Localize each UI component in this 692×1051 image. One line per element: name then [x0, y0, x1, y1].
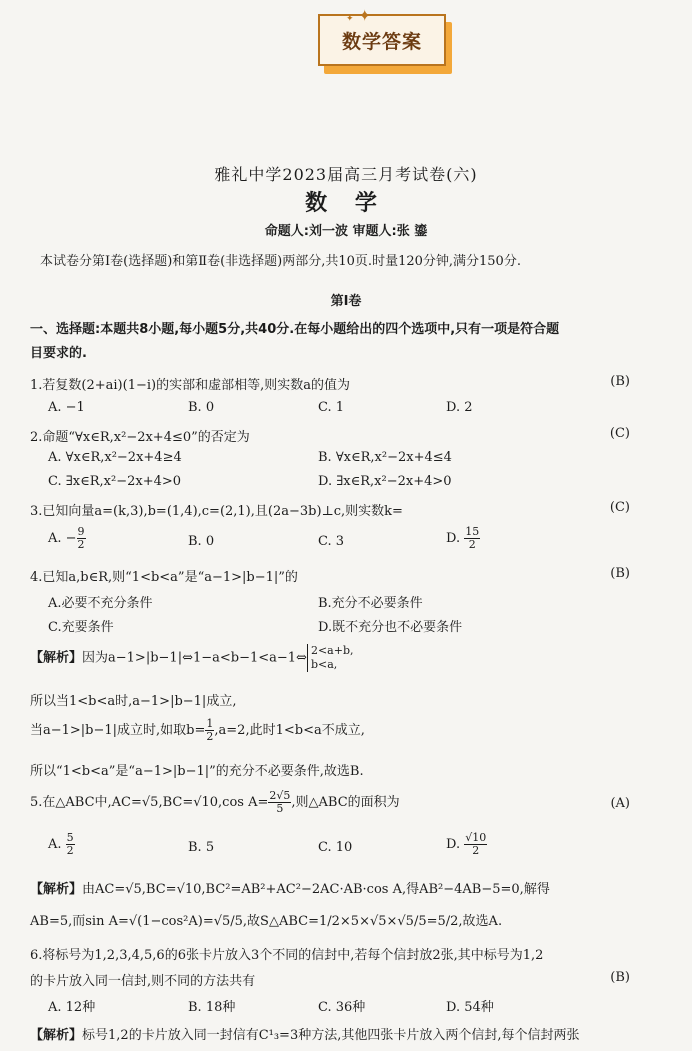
q4-answer: (B) — [610, 566, 630, 581]
q5-option-a-prefix: A. — [48, 837, 66, 852]
q1-option-d: D. 2 — [446, 400, 473, 415]
q3-option-c: C. 3 — [318, 534, 345, 549]
q1-stem: 1.若复数(2+ai)(1−i)的实部和虚部相等,则实数a的值为 — [30, 378, 350, 393]
q2-stem: 2.命题“∀x∈R,x²−2x+4≤0”的否定为 — [30, 430, 250, 445]
q4-solution-line1 — [30, 644, 353, 672]
q5-option-d-numerator: √10 — [465, 831, 487, 844]
q4-brace-top: 2<a+b, — [310, 644, 354, 657]
q6-solution-tag: 【解析】 — [30, 1028, 83, 1043]
q5-stem — [30, 790, 400, 815]
part-title: 第Ⅰ卷 — [330, 294, 362, 309]
q5-answer: (A) — [610, 796, 630, 811]
exam-intro: 本试卷分第Ⅰ卷(选择题)和第Ⅱ卷(非选择题)两部分,共10页.时量120分钟,满分150分. — [40, 254, 521, 269]
q2-option-a: A. ∀x∈R,x²−2x+4≥4 — [48, 450, 182, 465]
q4-solution-text1: 因为a−1>|b−1|⇔1−a<b−1<a−1⇔ — [82, 650, 307, 666]
q6-option-a: A. 12种 — [48, 1000, 96, 1015]
q4-solution-denominator: 2 — [206, 730, 214, 743]
q4-solution-line3 — [30, 718, 365, 743]
q5-stem-text-a: 5.在△ABC中,AC=√5,BC=√10,cos A= — [30, 795, 269, 810]
q5-option-d — [446, 832, 487, 857]
q4-solution-line2: 所以当1<b<a时,a−1>|b−1|成立, — [30, 694, 237, 709]
q3-option-a-prefix: A. − — [48, 531, 77, 546]
q5-solution-text1: 由AC=√5,BC=√10,BC²=AB²+AC²−2AC·AB·cos A,得AB²−4AB−5=0,解得 — [82, 882, 550, 897]
q4-option-b: B.充分不必要条件 — [318, 596, 423, 611]
q4-solution-line4: 所以“1<b<a”是“a−1>|b−1|”的充分不必要条件,故选B. — [30, 764, 364, 779]
q5-solution-line2: AB=5,而sin A=√(1−cos²A)=√5/5,故S△ABC=1/2×5×√5×√5/5=5/2,故选A. — [30, 914, 503, 929]
q5-stem-numerator: 2√5 — [269, 789, 291, 802]
q4-solution-text3b: ,a=2,此时1<b<a不成立, — [214, 723, 365, 738]
q3-option-a-denominator: 2 — [77, 538, 85, 551]
q1-answer: (B) — [610, 374, 630, 389]
q4-solution-text3a: 当a−1>|b−1|成立时,如取b= — [30, 723, 206, 738]
sparkle-small-icon: ✦ — [346, 14, 354, 24]
q6-answer: (B) — [610, 970, 630, 985]
authors-line: 命题人:刘一波 审题人:张 鎏 — [264, 224, 428, 239]
q5-option-c: C. 10 — [318, 840, 353, 855]
exam-title: 雅礼中学2023届高三月考试卷(六) — [214, 165, 478, 184]
subject-title: 数 学 — [305, 191, 387, 216]
q5-option-a — [48, 832, 75, 857]
section-instructions — [30, 318, 640, 366]
q5-solution-line1 — [30, 878, 550, 897]
q5-option-d-prefix: D. — [446, 837, 465, 852]
q3-option-a-fraction — [77, 526, 86, 551]
q4-option-c: C.充要条件 — [48, 620, 114, 635]
section-instructions-line1: 一、选择题:本题共8小题,每小题5分,共40分.在每小题给出的四个选项中,只有一项是符合题 — [30, 322, 560, 337]
q5-option-a-fraction — [66, 832, 75, 857]
q6-stem-line2: 的卡片放入同一信封,则不同的方法共有 — [30, 974, 256, 989]
q4-option-a: A.必要不充分条件 — [48, 596, 153, 611]
q5-option-a-denominator: 2 — [66, 844, 74, 857]
q3-option-b: B. 0 — [188, 534, 215, 549]
q4-brace-bottom: b<a, — [310, 658, 338, 671]
q3-option-d-denominator: 2 — [468, 538, 476, 551]
q3-answer: (C) — [609, 500, 630, 515]
q3-option-d-fraction — [464, 526, 480, 551]
sparkle-icon: ✦ — [358, 6, 372, 25]
q6-solution-text1: 标号1,2的卡片放入同一封信有C¹₃=3种方法,其他四张卡片放入两个信封,每个信封两张 — [82, 1028, 580, 1043]
q5-stem-text-b: ,则△ABC的面积为 — [291, 795, 400, 810]
q3-option-a-numerator: 9 — [77, 525, 85, 538]
q5-option-a-numerator: 5 — [66, 831, 74, 844]
q5-stem-fraction — [268, 790, 291, 815]
q4-solution-tag: 【解析】 — [30, 650, 83, 666]
q4-stem: 4.已知a,b∈R,则“1<b<a”是“a−1>|b−1|”的 — [30, 570, 298, 585]
q5-option-d-fraction — [464, 832, 487, 857]
section-instructions-line2: 目要求的. — [30, 346, 87, 361]
q3-stem: 3.已知向量a=(k,3),b=(1,4),c=(2,1),且(2a−3b)⊥c,则实数k= — [30, 504, 403, 519]
q6-option-c: C. 36种 — [318, 1000, 366, 1015]
q2-option-d: D. ∃x∈R,x²−2x+4>0 — [318, 474, 452, 489]
q3-option-d-prefix: D. — [446, 531, 465, 546]
q2-answer: (C) — [609, 426, 630, 441]
banner-label: 数学答案 — [318, 14, 446, 66]
q6-option-b: B. 18种 — [188, 1000, 236, 1015]
answer-banner — [318, 6, 450, 70]
q3-option-a — [48, 526, 86, 551]
q5-option-b: B. 5 — [188, 840, 215, 855]
q1-option-c: C. 1 — [318, 400, 345, 415]
q6-stem-line1: 6.将标号为1,2,3,4,5,6的6张卡片放入3个不同的信封中,若每个信封放2张,其中标号为1,2 — [30, 948, 544, 963]
q3-option-d — [446, 526, 480, 551]
q6-solution-line1 — [30, 1024, 580, 1043]
q2-option-c: C. ∃x∈R,x²−2x+4>0 — [48, 474, 182, 489]
q5-stem-denominator: 5 — [276, 802, 284, 815]
q5-option-d-denominator: 2 — [472, 844, 480, 857]
q3-option-d-numerator: 15 — [465, 525, 480, 538]
q2-option-b: B. ∀x∈R,x²−2x+4≤4 — [318, 450, 452, 465]
q1-option-b: B. 0 — [188, 400, 215, 415]
q5-solution-tag: 【解析】 — [30, 882, 83, 897]
q6-option-d: D. 54种 — [446, 1000, 494, 1015]
q4-option-d: D.既不充分也不必要条件 — [318, 620, 463, 635]
q4-solution-brace — [307, 644, 354, 672]
q4-solution-numerator: 1 — [206, 717, 214, 730]
q1-option-a: A. −1 — [48, 400, 85, 415]
